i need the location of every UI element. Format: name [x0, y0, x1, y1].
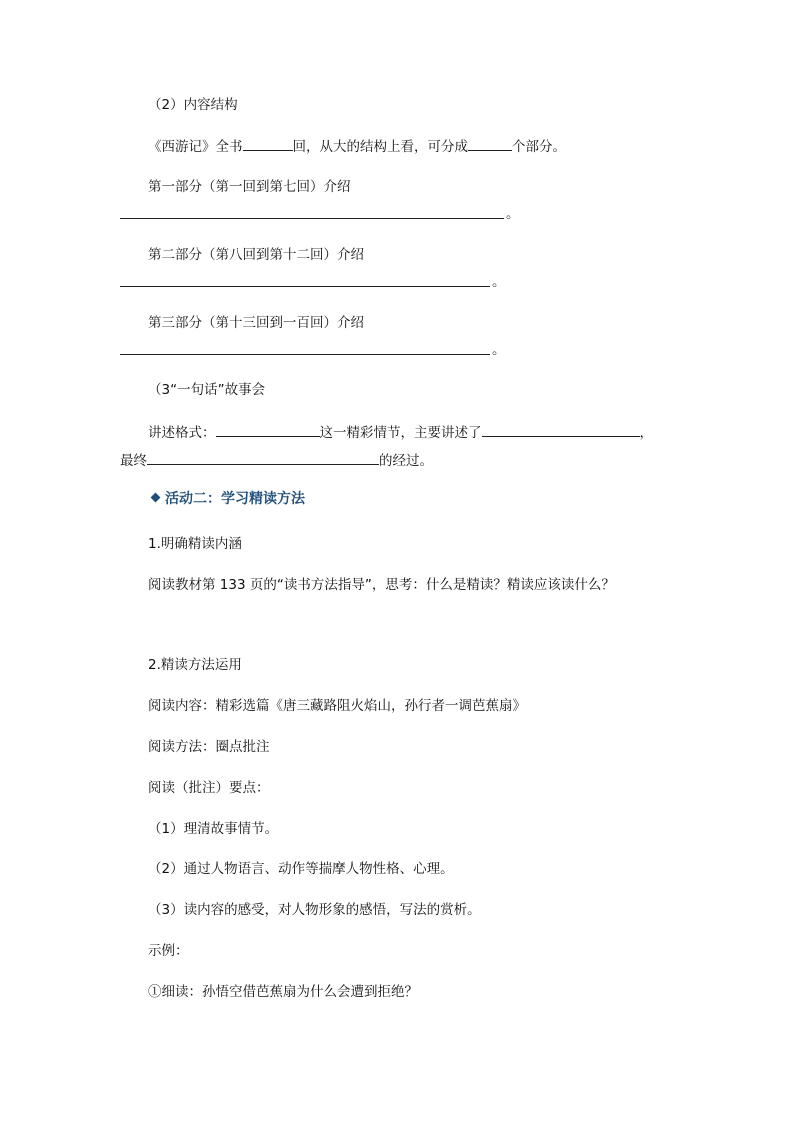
- structure-line1-c: 个部分。: [512, 139, 566, 155]
- blank-part2[interactable]: [120, 286, 490, 287]
- example-label: 示例：: [148, 943, 189, 959]
- story-final-tail: 的经过。: [379, 453, 433, 469]
- blank-part-count[interactable]: [468, 137, 512, 151]
- activity2-heading-text: 活动二：学习精读方法: [165, 491, 305, 507]
- blank-chapter-count[interactable]: [243, 137, 293, 151]
- part3-label: 第三部分（第十三回到一百回）介绍: [148, 315, 364, 331]
- diamond-bullet-icon: [151, 493, 161, 503]
- item2-title: 2.精读方法运用: [148, 657, 242, 673]
- activity2-heading: [152, 490, 305, 508]
- structure-line1-a: 《西游记》全书: [148, 139, 243, 155]
- part1-label: 第一部分（第一回到第七回）介绍: [148, 179, 351, 195]
- point-3: （3）读内容的感受，对人物形象的感悟，写法的赏析。: [148, 902, 481, 918]
- example-1: ①细读：孙悟空借芭蕉扇为什么会遭到拒绝？: [148, 984, 418, 1000]
- part3-period: 。: [492, 342, 506, 358]
- story-format-label: 讲述格式：: [148, 425, 216, 441]
- part2-label: 第二部分（第八回到第十二回）介绍: [148, 247, 364, 263]
- item1-text: 阅读教材第 133 页的“读书方法指导”，思考：什么是精读？精读应该读什么？: [148, 577, 615, 593]
- reading-method: 阅读方法：圈点批注: [148, 739, 270, 755]
- point-1: （1）理清故事情节。: [148, 821, 279, 837]
- structure-line1-b: 回，从大的结构上看，可分成: [292, 139, 468, 155]
- story-format-mid: 这一精彩情节，主要讲述了: [319, 425, 482, 441]
- blank-main-events[interactable]: [482, 423, 640, 437]
- story-title: （3“一句话”故事会: [148, 382, 266, 398]
- story-comma: ，: [639, 425, 653, 441]
- story-final-label: 最终: [120, 453, 147, 469]
- point-2: （2）通过人物语言、动作等揣摩人物性格、心理。: [148, 861, 454, 877]
- structure-line1: [148, 137, 566, 156]
- part2-period: 。: [492, 274, 506, 290]
- part1-period: 。: [506, 206, 520, 222]
- structure-title: （2）内容结构: [148, 97, 238, 113]
- reading-content: 阅读内容：精彩选篇《唐三藏路阻火焰山，孙行者一调芭蕉扇》: [148, 698, 526, 714]
- blank-final[interactable]: [147, 451, 379, 465]
- story-final-line: [120, 451, 433, 470]
- item1-title: 1.明确精读内涵: [148, 536, 242, 552]
- points-label: 阅读（批注）要点：: [148, 780, 270, 796]
- blank-part1[interactable]: [120, 218, 504, 219]
- story-format-line: [148, 423, 653, 442]
- blank-part3[interactable]: [120, 354, 490, 355]
- blank-episode[interactable]: [216, 423, 320, 437]
